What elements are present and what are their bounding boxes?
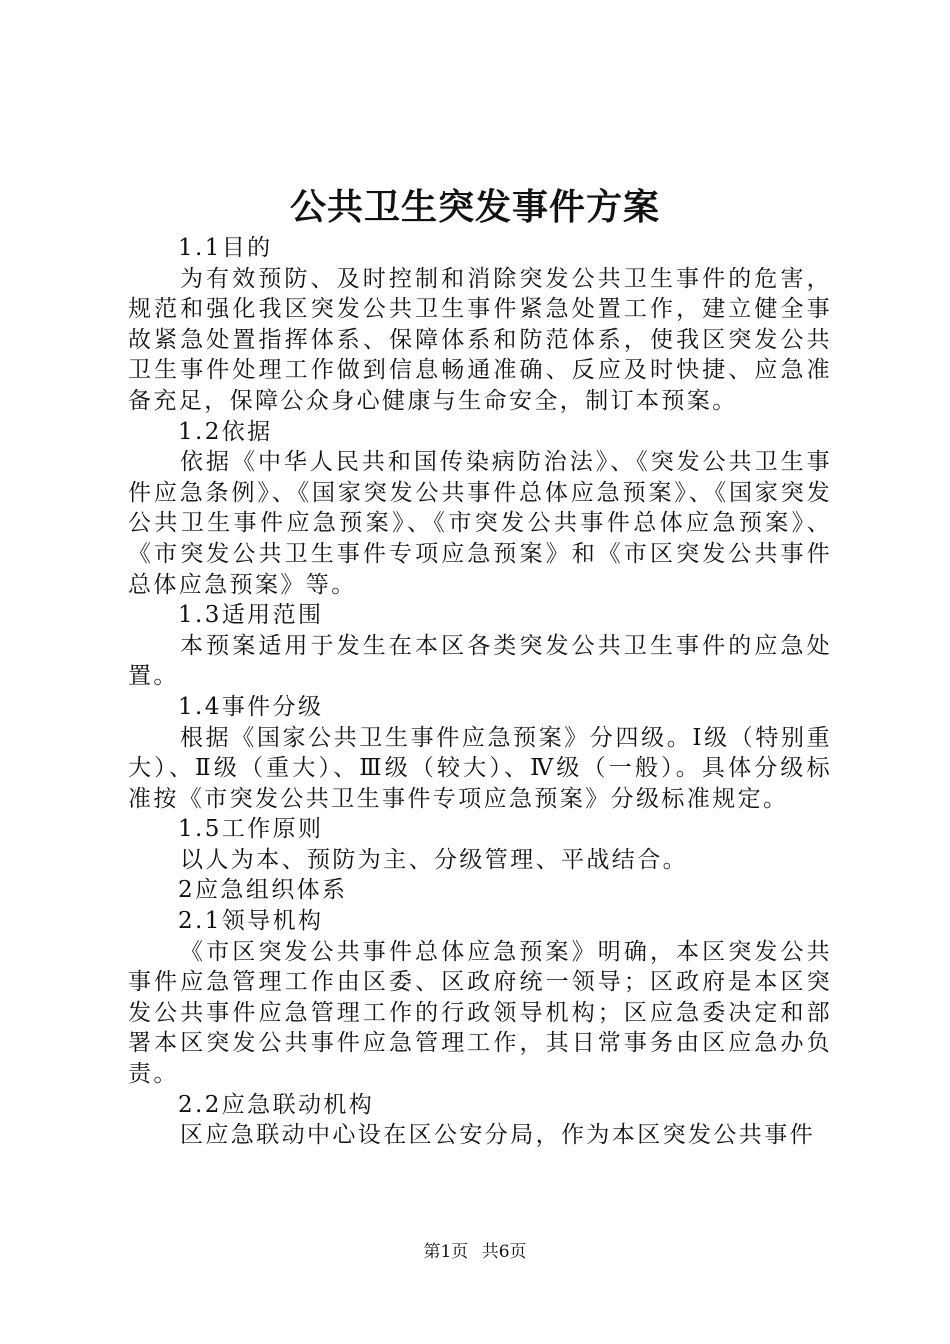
section-heading: 2应急组织体系	[178, 877, 348, 904]
document-title: 公共卫生突发事件方案	[289, 187, 660, 228]
page-number: 第1页	[423, 1242, 469, 1262]
section-paragraph: 依据《中华人民共和国传染病防治法》、《突发公共卫生事件应急条例》、《国家突发公共事件总体应急预案》、《国家突发公共卫生事件应急预案》、《市突发公共事件总体应急预案》、《市突发公共卫生事件专项应急预案》和《市区突发公共事件总体应急预案》等。	[128, 449, 832, 598]
page-total: 共6页	[481, 1242, 527, 1262]
section-paragraph: 根据《国家公共卫生事件应急预案》分四级。Ⅰ级（特别重大）、Ⅱ级（重大）、Ⅲ级（较大）、Ⅳ级（一般）。具体分级标准按《市突发公共卫生事件专项应急预案》分级标准规定。	[128, 724, 832, 812]
section-paragraph: 为有效预防、及时控制和消除突发公共卫生事件的危害，规范和强化我区突发公共卫生事件紧急处置工作，建立健全事故紧急处置指挥体系、保障体系和防范体系，使我区突发公共卫生事件处理工作做到信息畅通准确、反应及时快捷、应急准备充足，保障公众身心健康与生命安全，制订本预案。	[128, 265, 832, 414]
document-body	[128, 233, 832, 1151]
section-heading: 1.3适用范围	[178, 602, 324, 629]
section-heading: 1.1目的	[178, 235, 273, 261]
section-heading: 1.4事件分级	[178, 693, 324, 720]
page-footer	[0, 1240, 950, 1264]
section-heading: 2.2应急联动机构	[178, 1091, 375, 1118]
section-heading: 1.5工作原则	[178, 816, 324, 843]
section-paragraph: 以人为本、预防为主、分级管理、平战结合。	[180, 846, 688, 873]
section-paragraph: 本预案适用于发生在本区各类突发公共卫生事件的应急处置。	[128, 632, 832, 690]
section-heading: 2.1领导机构	[178, 908, 324, 935]
section-paragraph: 《市区突发公共事件总体应急预案》明确，本区突发公共事件应急管理工作由区委、区政府统一领导；区政府是本区突发公共事件应急管理工作的行政领导机构；区应急委决定和部署本区突发公共事件应急管理工作，其日常事务由区应急办负责。	[128, 938, 832, 1088]
section-heading: 1.2依据	[178, 418, 273, 445]
section-paragraph: 区应急联动中心设在区公安分局，作为本区突发公共事件	[180, 1122, 815, 1149]
